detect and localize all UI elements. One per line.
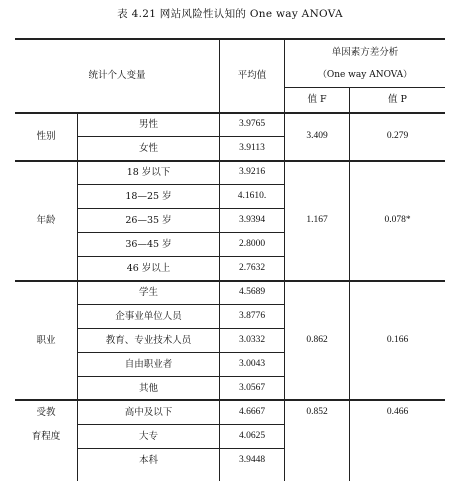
group-f-gender: 3.409 [306, 131, 328, 142]
row-label: 教育、专业技术人员 [105, 335, 192, 347]
group-name-age: 年龄 [36, 215, 56, 227]
group-name-education-line2: 育程度 [31, 431, 61, 443]
row-label: 18—25 岁 [125, 191, 172, 203]
rule-job-3 [77, 352, 284, 353]
group-f-education: 0.852 [306, 407, 328, 418]
table-caption: 表 4.21 网站风险性认知的 One way ANOVA [117, 8, 343, 20]
rule-edu-2 [77, 448, 284, 449]
header-f: 值 F [307, 94, 327, 106]
row-label: 大专 [138, 431, 158, 443]
row-label: 其他 [138, 382, 158, 394]
row-mean: 3.0043 [238, 359, 266, 370]
row-label: 18 岁以下 [126, 167, 171, 179]
row-label: 自由职业者 [124, 359, 173, 371]
rule-age-1 [77, 184, 284, 185]
group-name-gender: 性别 [36, 131, 56, 143]
header-p: 值 P [388, 94, 407, 106]
rule-edu-1 [77, 424, 284, 425]
group-p-age: 0.078* [384, 215, 411, 226]
row-mean: 4.1610. [237, 191, 267, 202]
row-mean: 3.8776 [238, 311, 266, 322]
rule-age-4 [77, 256, 284, 257]
row-mean: 3.9113 [239, 143, 265, 154]
row-label: 学生 [138, 287, 158, 299]
rule-job-end [15, 399, 445, 401]
row-mean: 4.0625 [238, 431, 266, 442]
row-mean: 4.6667 [238, 407, 266, 418]
rule-age-2 [77, 208, 284, 209]
row-label: 46 岁以上 [126, 263, 171, 275]
row-mean: 3.0567 [238, 382, 266, 393]
row-label: 36—45 岁 [125, 239, 172, 251]
row-label: 高中及以下 [124, 407, 173, 419]
group-name-education-line1: 受教 [36, 407, 56, 419]
group-p-occupation: 0.166 [386, 334, 409, 345]
row-label: 本科 [138, 455, 158, 467]
row-mean: 2.8000 [238, 239, 266, 250]
anova-table [15, 38, 445, 481]
row-mean: 4.5689 [238, 287, 266, 298]
header-stat-var: 统计个人变量 [88, 70, 146, 82]
row-mean: 3.9765 [238, 119, 266, 130]
rule-gender-1 [77, 136, 284, 137]
rule-job-2 [77, 328, 284, 329]
row-mean: 3.9394 [238, 215, 266, 226]
header-anova-title: 单因素方差分析 [331, 47, 399, 59]
row-mean: 3.9216 [238, 167, 266, 178]
row-mean: 2.7632 [238, 263, 266, 274]
row-label: 企事业单位人员 [115, 311, 182, 323]
rule-job-4 [77, 376, 284, 377]
group-p-education: 0.466 [386, 407, 409, 418]
group-f-occupation: 0.862 [306, 334, 328, 345]
row-label: 男性 [138, 119, 158, 131]
rule-job-1 [77, 304, 284, 305]
group-p-gender: 0.279 [386, 131, 409, 142]
group-f-age: 1.167 [306, 215, 328, 226]
row-label: 26—35 岁 [125, 215, 172, 227]
header-anova-subtitle: （One way ANOVA） [317, 69, 413, 80]
row-label: 女性 [138, 143, 158, 155]
header-mean: 平均值 [237, 70, 267, 82]
row-mean: 3.0332 [238, 335, 266, 346]
rule-age-3 [77, 232, 284, 233]
row-mean: 3.9448 [238, 455, 266, 466]
group-name-occupation: 职业 [36, 334, 56, 346]
